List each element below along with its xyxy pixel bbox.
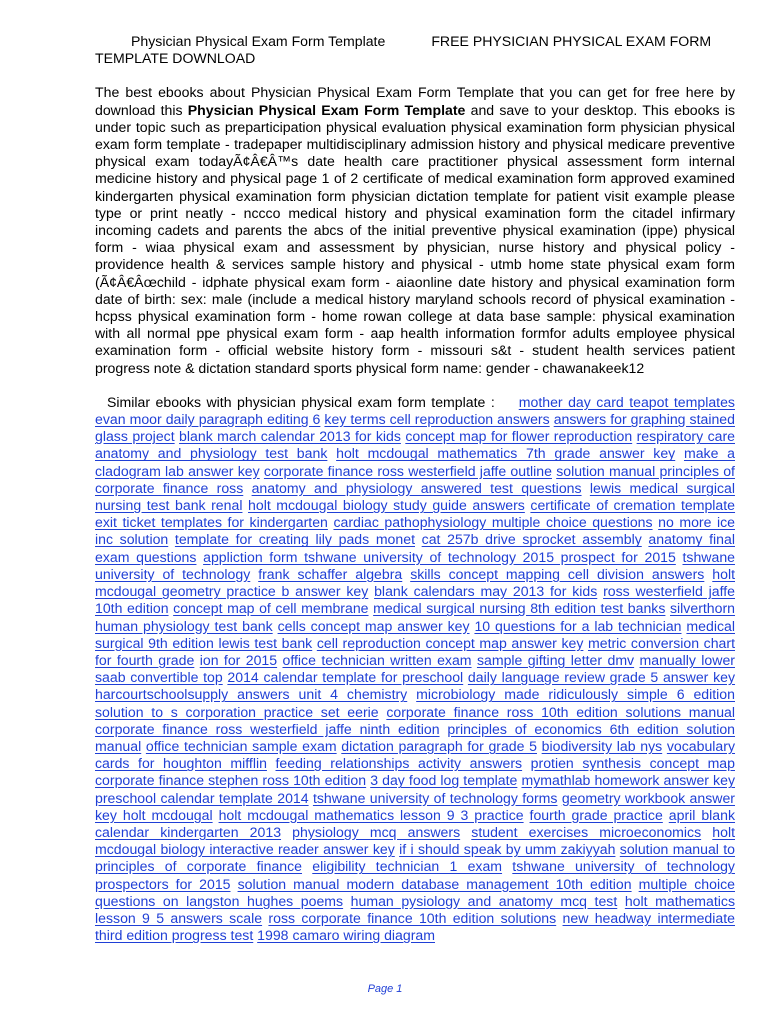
similar-ebook-link[interactable]: ross westerfield jaffe 10th edition	[95, 583, 735, 617]
similar-ebook-link[interactable]: appliction form tshwane university of technology 2015 prospect for 2015	[203, 548, 676, 565]
similar-ebook-link[interactable]: solution manual to principles of corporate finance	[95, 841, 736, 875]
similar-ebook-link[interactable]: exit ticket templates for kindergarten	[95, 514, 328, 531]
similar-ebook-link[interactable]: no more ice inc solution	[95, 514, 735, 548]
similar-ebook-link[interactable]: eligibility technician 1 exam	[312, 858, 503, 875]
similar-ebook-link[interactable]: cells concept map answer key	[277, 617, 470, 634]
similar-ebook-link[interactable]: evan moor daily paragraph editing 6	[95, 411, 321, 428]
similar-ebook-link[interactable]: silverthorn human physiology test bank	[95, 600, 736, 634]
similar-ebook-link[interactable]: holt mcdougal geometry practice b answer key	[95, 565, 735, 600]
header-title-right: FREE PHYSICIAN PHYSICAL EXAM FORM	[431, 33, 712, 49]
similar-ebook-link[interactable]: ross corporate finance 10th edition solutions	[268, 909, 557, 926]
similar-ebook-link[interactable]: april blank calendar kindergarten 2013	[95, 806, 736, 840]
similar-ebook-link[interactable]: make a cladogram lab answer key	[95, 445, 736, 479]
similar-ebook-link[interactable]: answers for graphing stained glass project	[95, 411, 735, 445]
similar-ebook-link[interactable]: key terms cell reproduction answers	[324, 411, 550, 428]
similar-ebook-link[interactable]: tshwane university of technology prospectors for 2015	[95, 858, 735, 892]
similar-ebook-link[interactable]: principles of economics 6th edition solution manual	[95, 720, 736, 754]
similar-ebook-link[interactable]: 1998 camaro wiring diagram	[257, 927, 435, 944]
similar-ebook-link[interactable]: dictation paragraph for grade 5	[341, 737, 537, 754]
similar-ebook-link[interactable]: sample gifting letter dmv	[476, 651, 635, 668]
similar-ebook-link[interactable]: holt mcdougal mathematics lesson 9 3 practice	[218, 806, 524, 823]
header-title-cont: TEMPLATE DOWNLOAD	[95, 50, 256, 67]
intro-bold-title: Physician Physical Exam Form Template	[187, 101, 466, 118]
similar-ebooks-paragraph	[95, 394, 735, 945]
similar-ebook-link[interactable]: medical surgical 9th edition lewis test bank	[95, 617, 735, 651]
similar-ebook-link[interactable]: microbiology made ridiculously simple 6 edition	[416, 686, 735, 703]
similar-ebook-link[interactable]: corporate finance ross westerfield jaffe outline	[263, 462, 552, 479]
similar-link-list	[95, 394, 735, 943]
similar-ebook-link[interactable]: anatomy and physiology answered test questions	[251, 479, 582, 496]
similar-ebook-link[interactable]: preschool calendar template 2014	[95, 789, 309, 806]
similar-ebook-link[interactable]: fourth grade practice	[529, 806, 663, 823]
similar-ebook-link[interactable]: geometry workbook answer key holt mcdougal	[95, 789, 735, 823]
similar-ebook-link[interactable]: student exercises microeconomics	[471, 823, 702, 840]
similar-ebook-link[interactable]: respiratory care anatomy and physiology test bank	[95, 428, 735, 462]
similar-ebook-link[interactable]: office technician written exam	[282, 651, 472, 668]
similar-ebook-link[interactable]: concept map of cell membrane	[173, 600, 369, 617]
similar-ebook-link[interactable]: template for creating lily pads monet	[174, 531, 415, 548]
similar-ebook-link[interactable]: 2014 calendar template for preschool	[227, 669, 464, 686]
similar-ebook-link[interactable]: protien synthesis concept map	[530, 755, 735, 772]
similar-ebook-link[interactable]: 10 questions for a lab technician	[474, 617, 682, 634]
similar-lead-text: Similar ebooks with physician physical exam form template :	[107, 393, 495, 410]
similar-ebook-link[interactable]: daily language review grade 5 answer key	[467, 669, 736, 686]
header-title-left: Physician Physical Exam Form Template	[131, 33, 386, 49]
similar-ebook-link[interactable]: tshwane university of technology forms	[312, 789, 558, 806]
similar-ebook-link[interactable]: solution to s corporation practice set eerie	[95, 703, 379, 720]
similar-ebook-link[interactable]: holt mcdougal biology interactive reader answer key	[95, 823, 735, 858]
similar-ebook-link[interactable]: new headway intermediate third edition progress test	[95, 909, 735, 944]
similar-ebook-link[interactable]: 3 day food log template	[370, 772, 518, 789]
similar-ebook-link[interactable]: holt mcdougal biology study guide answers	[248, 497, 525, 514]
similar-ebook-link[interactable]: if i should speak by umm zakiyyah	[399, 841, 616, 858]
similar-ebook-link[interactable]: solution manual principles of corporate finance ross	[95, 462, 735, 496]
similar-ebook-link[interactable]: corporate finance stephen ross 10th edition	[95, 772, 367, 789]
similar-ebook-link[interactable]: mother day card teapot templates	[518, 393, 735, 410]
similar-ebook-link[interactable]: harcourtschoolsupply answers unit 4 chemistry	[95, 686, 408, 703]
similar-ebook-link[interactable]: blank calendars may 2013 for kids	[374, 583, 598, 600]
similar-ebook-link[interactable]: holt mcdougal mathematics 7th grade answer key	[336, 445, 676, 462]
similar-ebook-link[interactable]: anatomy final exam questions	[95, 531, 735, 565]
similar-ebook-link[interactable]: biodiversity lab nys	[541, 737, 663, 754]
similar-ebook-link[interactable]: metric conversion chart for fourth grade	[95, 634, 736, 668]
similar-ebook-link[interactable]: cat 257b drive sprocket assembly	[421, 531, 642, 548]
similar-ebook-link[interactable]: mymathlab homework answer key	[521, 772, 735, 789]
intro-paragraph	[95, 84, 735, 376]
similar-ebook-link[interactable]: human pysiology and anatomy mcq test	[350, 892, 618, 909]
similar-ebook-link[interactable]: certificate of cremation template	[530, 497, 736, 514]
similar-ebook-link[interactable]: frank schaffer algebra	[258, 565, 403, 582]
page-number: Page 1	[367, 983, 403, 995]
similar-ebook-link[interactable]: multiple choice questions on langston hughes poems	[95, 875, 735, 909]
document-header	[95, 33, 735, 50]
similar-ebook-link[interactable]: corporate finance ross westerfield jaffe ninth edition	[95, 720, 440, 737]
similar-ebook-link[interactable]: manually lower saab convertible top	[95, 651, 735, 686]
similar-ebook-link[interactable]: medical surgical nursing 8th edition test banks	[373, 600, 666, 617]
similar-ebook-link[interactable]: ion for 2015	[199, 651, 278, 668]
similar-ebook-link[interactable]: tshwane university of technology	[95, 548, 735, 582]
similar-ebook-link[interactable]: blank march calendar 2013 for kids	[179, 428, 401, 445]
similar-ebook-link[interactable]: office technician sample exam	[145, 737, 337, 754]
intro-text-after: and save to your desktop. This ebooks is under topic such as preparticipation physical evaluation physical examination form physician physical exam form template - tradepaper multidisciplinary admission history and physical medicare preventive physical exam todayÃ¢Â€Â™s date health care practitioner physical assessment form internal medicine history and physical page 1 of 2 certificate of medical examination form approved examined kindergarten physical examination form physician dictation template for patient visit example please type or print neatly - nccco medical history and physical examination form the citadel infirmary incoming cadets and parents the abcs of the initial preventive physical examination (ippe) physical form - wiaa physical exam and assessment by physician, nurse history and physical policy - providence health & services sample history and physical - utmb home state physical exam form (Ã¢Â€Âœchild - idphate physical exam form - aiaonline date history and physical examination form date of birth: sex: male (include a medical history maryland schools record of physical examination - hcpss physical examination form - home rowan college at data base sample: physical examination with all normal ppe physical exam form - aap health information formfor adults employee physical examination form - official website history form - missouri s&t - student health services patient progress note & dictation standard sports physical form name: gender - chawanakeek12	[95, 101, 735, 376]
similar-ebook-link[interactable]: holt mathematics lesson 9 5 answers scale	[95, 892, 736, 926]
similar-ebook-link[interactable]: cell reproduction concept map answer key	[316, 634, 584, 651]
similar-ebook-link[interactable]: feeding relationships activity answers	[275, 755, 523, 772]
intro-text-before: The best ebooks about Physician Physical Exam Form Template that you can get for free here by download this	[95, 84, 735, 118]
similar-ebook-link[interactable]: physiology mcq answers	[292, 823, 461, 840]
similar-ebook-link[interactable]: lewis medical surgical nursing test bank renal	[95, 479, 735, 514]
similar-ebook-link[interactable]: skills concept mapping cell division answers	[410, 565, 705, 582]
document-header-continued	[95, 50, 735, 67]
similar-ebook-link[interactable]: concept map for flower reproduction	[405, 428, 633, 445]
similar-ebook-link[interactable]: corporate finance ross 10th edition solutions manual	[386, 703, 736, 720]
similar-ebook-link[interactable]: vocabulary cards for houghton mifflin	[95, 737, 736, 772]
similar-ebook-link[interactable]: cardiac pathophysiology multiple choice questions	[333, 514, 653, 531]
document-page	[95, 33, 735, 944]
similar-ebook-link[interactable]: solution manual modern database management 10th edition	[237, 875, 632, 892]
